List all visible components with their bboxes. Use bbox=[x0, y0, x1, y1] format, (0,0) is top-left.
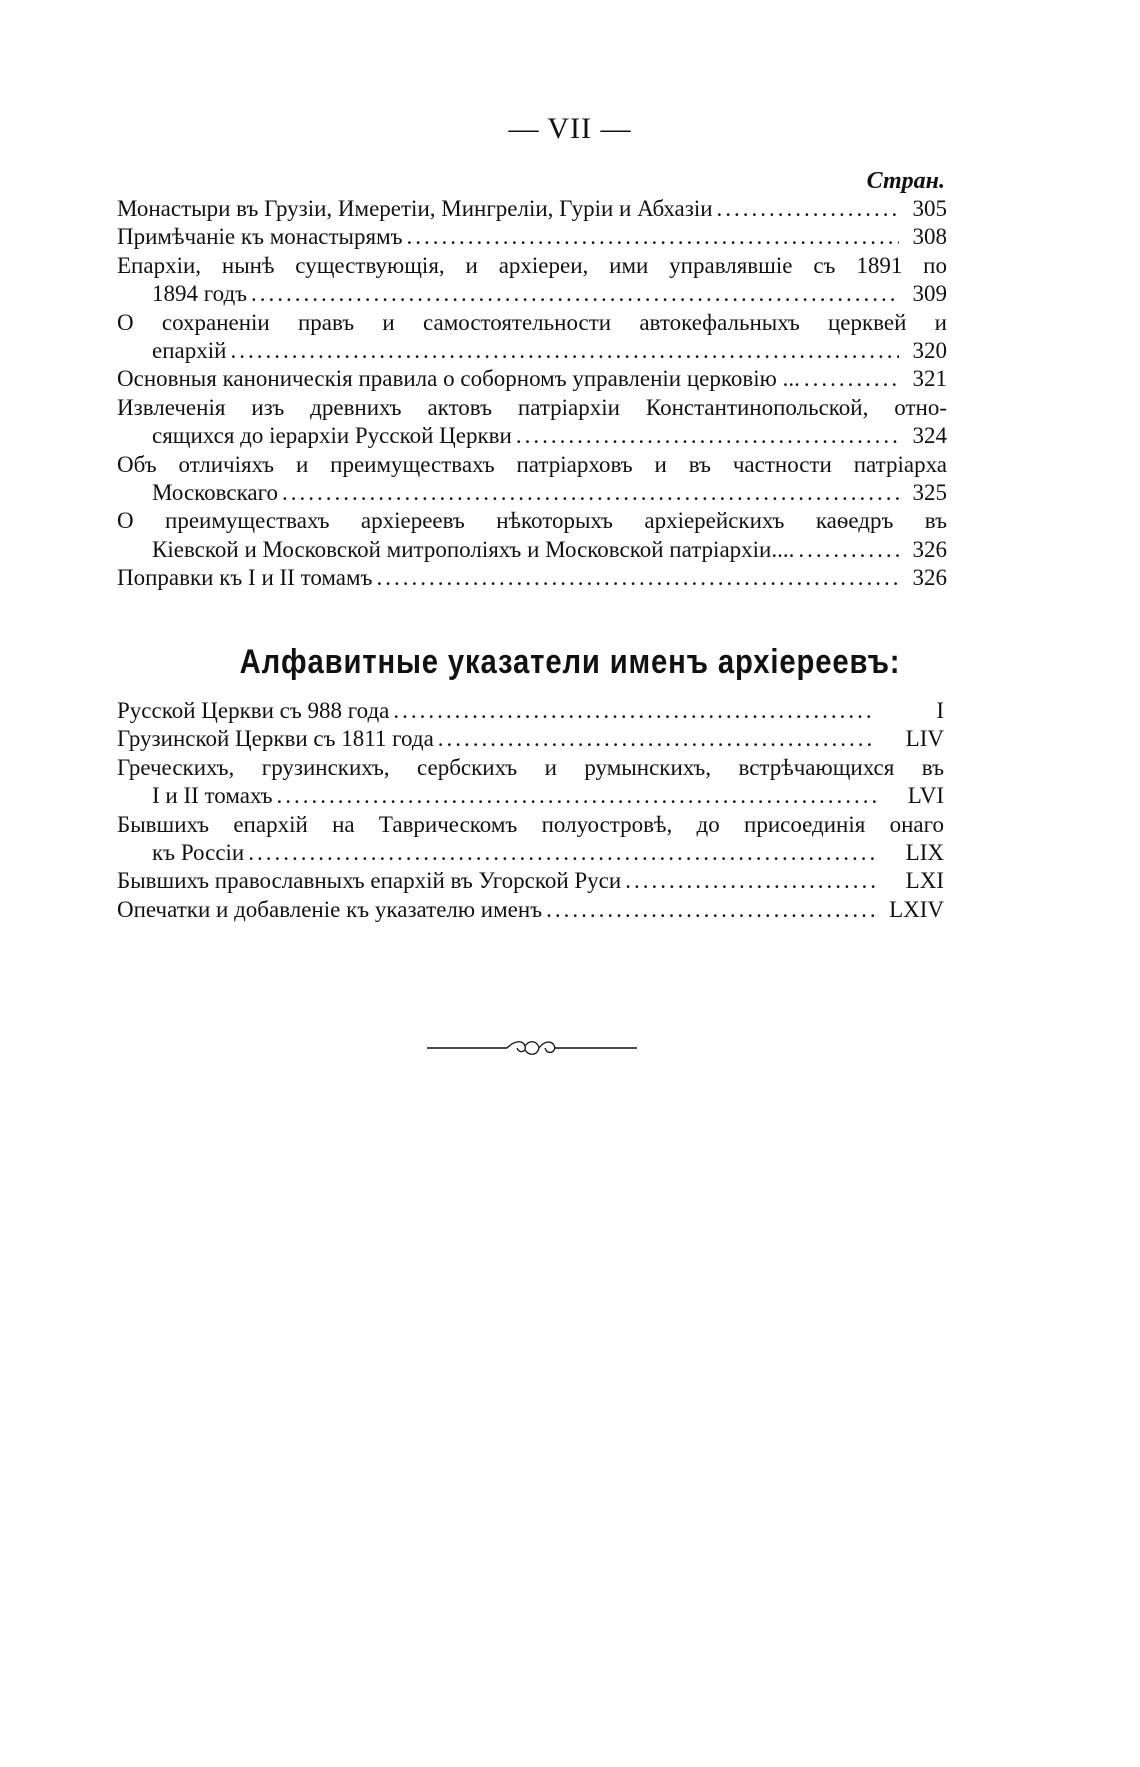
entry-page-number: 326 bbox=[912, 536, 947, 562]
entry-page-number: LVI bbox=[907, 783, 944, 809]
entry-title-line bbox=[117, 479, 947, 507]
entry-page-number: 309 bbox=[912, 281, 947, 307]
dot-leader bbox=[516, 422, 899, 450]
entry-page-number: 308 bbox=[912, 224, 947, 250]
entry-title-line bbox=[117, 337, 947, 365]
dot-leader bbox=[438, 725, 876, 753]
entry-title-line: Извлеченія изъ древнихъ актовъ патріархіи Константинопольской, отно- bbox=[117, 394, 947, 420]
index-entry bbox=[117, 896, 944, 924]
entry-page-number: LIV bbox=[905, 726, 944, 752]
entry-page-number: 305 bbox=[912, 196, 947, 221]
entry-title-line bbox=[117, 867, 944, 895]
entry-title: Московскаго bbox=[152, 480, 278, 506]
toc-entry bbox=[117, 365, 947, 393]
page-number: — VII — bbox=[508, 112, 632, 145]
entry-title: Бывшихъ православныхъ епархій въ Угорской Руси bbox=[117, 868, 622, 894]
entry-title: 1894 годъ bbox=[152, 281, 248, 307]
entry-title-line bbox=[117, 280, 947, 308]
toc-entry bbox=[117, 223, 947, 251]
toc-entry bbox=[117, 451, 947, 508]
entry-title: Русской Церкви съ 988 года bbox=[117, 698, 390, 723]
entry-title: къ Россіи bbox=[152, 840, 245, 866]
entry-title: Примѣчаніе къ монастырямъ bbox=[117, 224, 403, 250]
dot-leader bbox=[546, 896, 876, 924]
section-title: Алфавитные указатели именъ архіереевъ: bbox=[239, 643, 901, 681]
entry-title: Основныя каноническія правила о соборномъ управленіи церковію ... bbox=[117, 366, 800, 392]
dot-leader bbox=[717, 195, 899, 223]
entry-title-line bbox=[117, 223, 947, 251]
entry-page-number: 321 bbox=[912, 366, 947, 392]
entry-title-line bbox=[117, 195, 947, 223]
entry-title: Кіевской и Московской митрополіяхъ и Московской патріархіи.... bbox=[152, 536, 795, 562]
entry-title-line bbox=[117, 697, 944, 725]
entry-title-line bbox=[117, 782, 944, 810]
entry-title-line bbox=[117, 896, 944, 924]
dot-leader bbox=[393, 697, 876, 725]
dot-leader bbox=[230, 337, 899, 365]
entry-title: Грузинской Церкви съ 1811 года bbox=[117, 726, 434, 752]
dot-leader bbox=[798, 536, 899, 564]
entry-title-line: О сохраненіи правъ и самостоятельности автокефальныхъ церквей и bbox=[117, 309, 947, 335]
entry-page-number: LXI bbox=[905, 868, 944, 894]
index-entry bbox=[117, 697, 944, 725]
dot-leader bbox=[407, 223, 899, 251]
entry-title-line: О преимуществахъ архіереевъ нѣкоторыхъ архіерейскихъ каѳедръ въ bbox=[117, 508, 947, 534]
dot-leader bbox=[376, 564, 899, 592]
toc-entry bbox=[117, 252, 947, 309]
entry-page-number: I bbox=[936, 698, 944, 723]
entry-title-line bbox=[117, 536, 947, 564]
dot-leader bbox=[625, 867, 876, 895]
toc-entry bbox=[117, 394, 947, 451]
entry-title-line bbox=[117, 564, 947, 592]
entry-title: сящихся до іерархіи Русской Церкви bbox=[152, 423, 512, 449]
entry-title-line bbox=[117, 422, 947, 450]
entry-page-number: 326 bbox=[912, 565, 947, 591]
dot-leader bbox=[282, 479, 899, 507]
entry-page-number: LIX bbox=[905, 840, 944, 866]
entry-title-line: Объ отличіяхъ и преимуществахъ патріарховъ и въ частности патріарха bbox=[117, 451, 947, 477]
dot-leader bbox=[248, 839, 876, 867]
entry-page-number: 320 bbox=[912, 338, 947, 364]
toc-entry bbox=[117, 195, 947, 223]
entry-page-number: 324 bbox=[912, 423, 947, 449]
table-of-contents bbox=[117, 195, 947, 593]
index-entry bbox=[117, 754, 944, 811]
index-list bbox=[117, 697, 944, 924]
entry-title-line bbox=[117, 839, 944, 867]
entry-title: епархій bbox=[152, 338, 227, 364]
ornament-divider bbox=[427, 1036, 637, 1060]
index-entry bbox=[117, 725, 944, 753]
index-entry bbox=[117, 867, 944, 895]
index-entry bbox=[117, 811, 944, 868]
toc-entry bbox=[117, 507, 947, 564]
dot-leader bbox=[251, 280, 899, 308]
entry-page-number: 325 bbox=[912, 480, 947, 506]
toc-entry bbox=[117, 564, 947, 592]
dot-leader bbox=[804, 365, 899, 393]
entry-title: Монастыри въ Грузіи, Имеретіи, Мингреліи, Гуріи и Абхазіи bbox=[117, 196, 713, 221]
entry-page-number: LXIV bbox=[889, 896, 944, 922]
entry-title: Поправки къ I и II томамъ bbox=[117, 565, 373, 591]
entry-title: I и II томахъ bbox=[152, 783, 273, 809]
entry-title-line bbox=[117, 725, 944, 753]
entry-title: Опечатки и добавленіе къ указателю именъ bbox=[117, 896, 543, 922]
dot-leader bbox=[276, 782, 876, 810]
entry-title-line: Епархіи, нынѣ существующія, и архіереи, ими управлявшіе съ 1891 по bbox=[117, 252, 947, 278]
page-column-header: Стран. bbox=[866, 168, 945, 194]
entry-title-line: Бывшихъ епархій на Таврическомъ полуостровѣ, до присоединія онаго bbox=[117, 811, 944, 837]
entry-title-line bbox=[117, 365, 947, 393]
entry-title-line: Греческихъ, грузинскихъ, сербскихъ и румынскихъ, встрѣчающихся въ bbox=[117, 754, 944, 780]
toc-entry bbox=[117, 309, 947, 366]
